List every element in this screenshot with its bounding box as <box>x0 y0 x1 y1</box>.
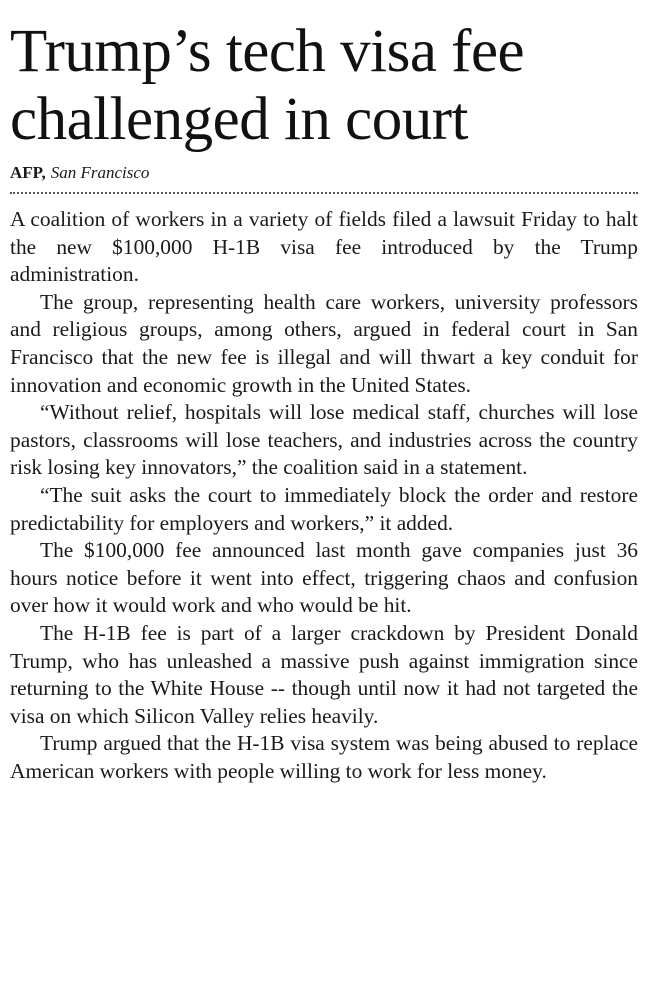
news-article <box>10 18 638 785</box>
byline <box>10 162 638 184</box>
headline: Trump’s tech visa fee challenged in court <box>10 18 525 153</box>
paragraph: Trump argued that the H-1B visa system was being abused to replace American workers with people willing to work for less money. <box>10 731 638 783</box>
paragraph: A coalition of workers in a variety of fields filed a lawsuit Friday to halt the new $100,000 H-1B visa fee introduced by the Trump administration. <box>10 207 638 287</box>
paragraph: “The suit asks the court to immediately block the order and restore predictability for employers and workers,” it added. <box>10 482 638 535</box>
byline-location: San Francisco <box>50 163 150 182</box>
paragraph: The group, representing health care workers, university professors and religious groups, among others, argued in federal court in San Francisco that the new fee is illegal and will thwart a key conduit for innovation and economic growth in the United States. <box>10 289 638 397</box>
dotted-divider <box>10 192 638 194</box>
paragraph: The $100,000 fee announced last month gave companies just 36 hours notice before it went into effect, triggering chaos and confusion over how it would work and who would be hit. <box>10 538 638 618</box>
paragraph: The H-1B fee is part of a larger crackdown by President Donald Trump, who has unleashed a massive push against immigration since returning to the White House -- though until now it had not targeted the visa on which Silicon Valley relies heavily. <box>10 620 638 728</box>
paragraph: “Without relief, hospitals will lose medical staff, churches will lose pastors, classrooms will lose teachers, and industries across the country risk losing key innovators,” the coalition said in a statement. <box>10 400 638 480</box>
article-body <box>10 206 638 785</box>
byline-agency: AFP, <box>10 163 46 182</box>
